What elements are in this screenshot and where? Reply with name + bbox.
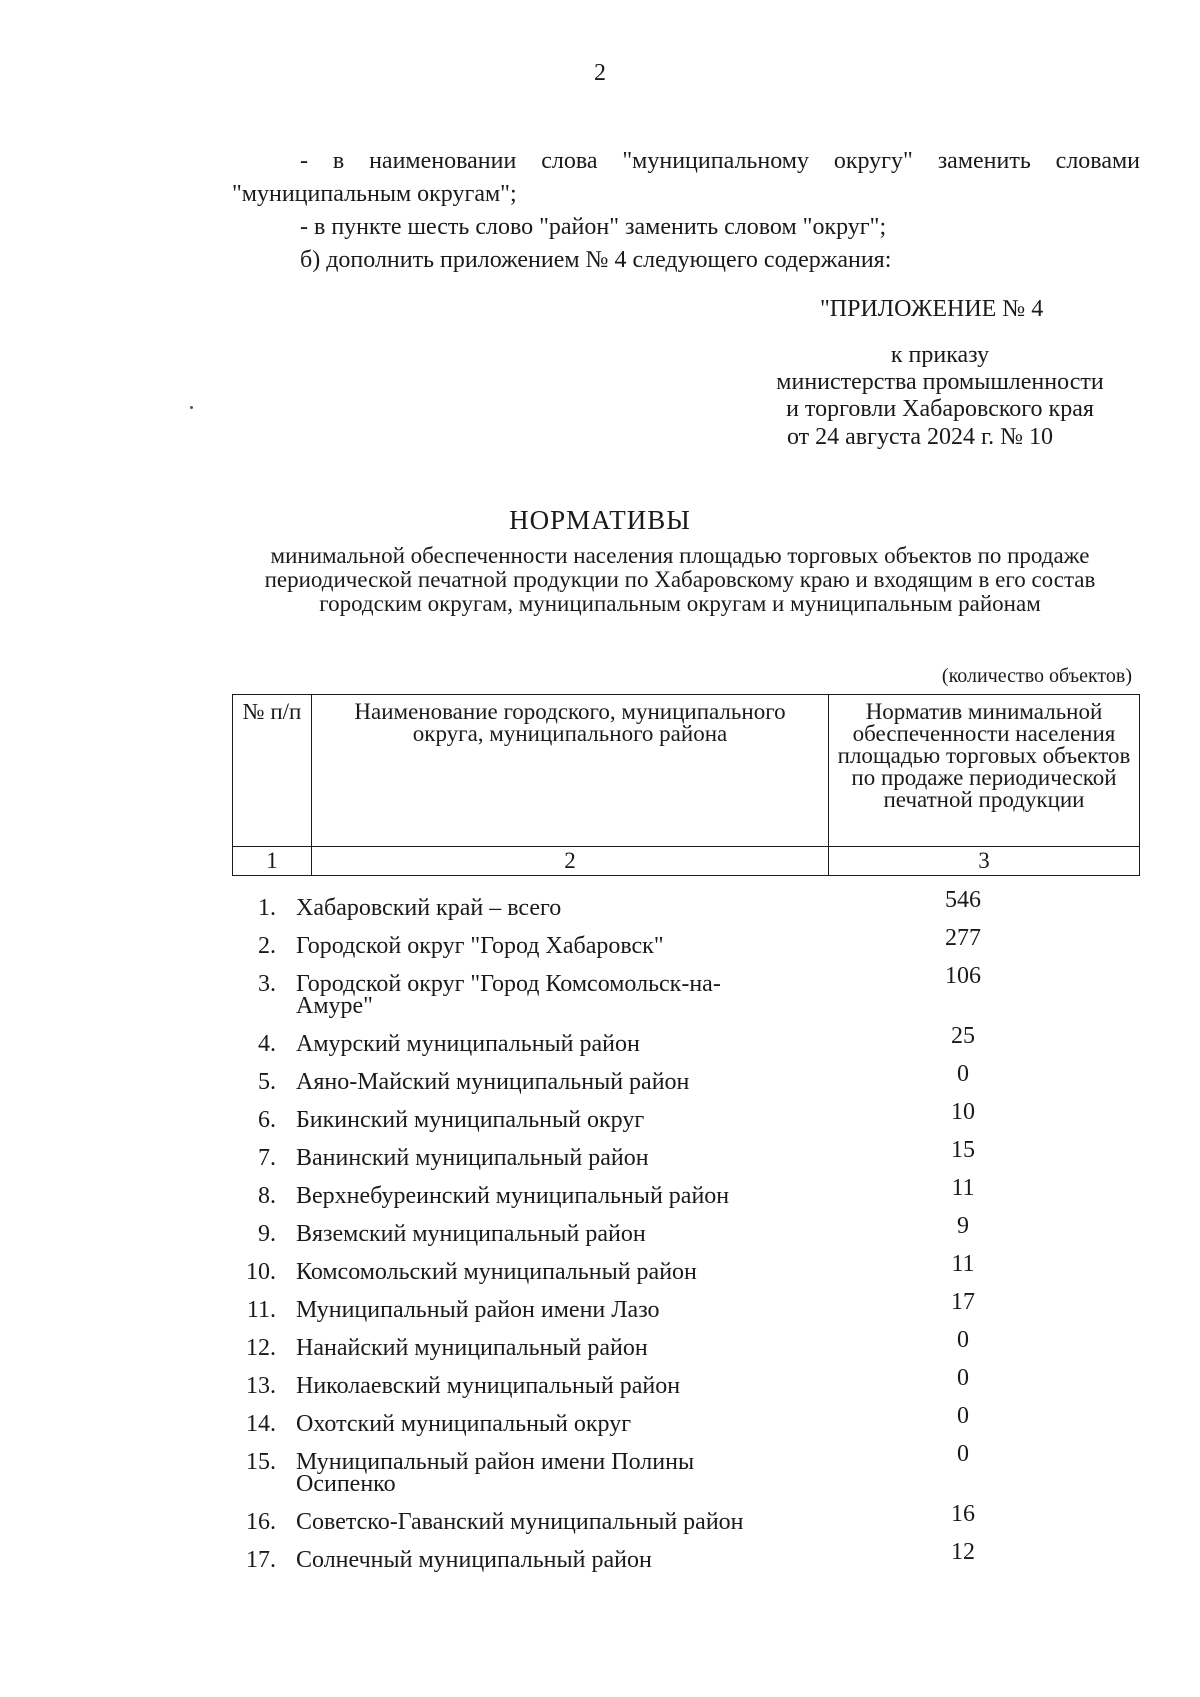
header-col-norm: Норматив минимальной обеспеченности населения площадью торговых объектов по продаже периодической печатной продукции [829, 695, 1140, 847]
row-name: Ванинский муниципальный район [296, 1145, 649, 1171]
unit-note: (количество объектов) [941, 665, 1132, 687]
row-name: Охотский муниципальный округ [296, 1411, 632, 1437]
row-number: 7. [258, 1145, 276, 1171]
header-col-name: Наименование городского, муниципального округа, муниципального района [312, 695, 829, 847]
table-row [232, 963, 1140, 1019]
intro-line-4: б) дополнить приложением № 4 следующего содержания: [300, 247, 892, 273]
appendix-line-2: министерства промышленности [776, 369, 1104, 395]
row-name: Городской округ "Город Хабаровск" [296, 933, 664, 959]
row-name: Нанайский муниципальный район [296, 1335, 648, 1361]
row-value: 277 [945, 925, 981, 951]
appendix-reference [740, 342, 1140, 423]
table-row [232, 1403, 1140, 1437]
header-col-number: № п/п [233, 695, 312, 847]
row-name: Муниципальный район имени Лазо [296, 1297, 660, 1323]
row-number: 16. [246, 1509, 276, 1535]
table-row [232, 1175, 1140, 1209]
row-name: Советско-Гаванский муниципальный район [296, 1509, 744, 1535]
row-name: Городской округ "Город Комсомольск-на-Амуре" [296, 971, 721, 1019]
row-name: Вяземский муниципальный район [296, 1221, 646, 1247]
table-row [232, 925, 1140, 959]
row-number: 3. [258, 971, 276, 997]
row-number: 1. [258, 895, 276, 921]
table-row [232, 1061, 1140, 1095]
row-value: 10 [951, 1099, 975, 1125]
document-subtitle: минимальной обеспеченности населения площадью торговых объектов по продаже периодической печатной продукции по Хабаровскому краю и входящим в его состав городским округам, муниципальным округам и муниципальным районам [264, 543, 1096, 616]
table-header [232, 694, 1140, 876]
row-value: 11 [951, 1175, 975, 1201]
table-row [232, 887, 1140, 921]
appendix-line-1: к приказу [890, 342, 990, 368]
row-number: 6. [258, 1107, 276, 1133]
row-value: 0 [957, 1061, 969, 1087]
row-value: 0 [957, 1441, 969, 1467]
row-value: 11 [951, 1251, 975, 1277]
row-value: 16 [951, 1501, 975, 1527]
row-value: 0 [957, 1403, 969, 1429]
row-number: 5. [258, 1069, 276, 1095]
row-name: Верхнебуреинский муниципальный район [296, 1183, 730, 1209]
row-name: Николаевский муниципальный район [296, 1373, 681, 1399]
table-row [232, 1539, 1140, 1573]
row-value: 25 [951, 1023, 975, 1049]
row-name: Муниципальный район имени Полины Осипенко [296, 1449, 695, 1497]
table-row [232, 1327, 1140, 1361]
row-number: 15. [246, 1449, 276, 1475]
row-name: Бикинский муниципальный округ [296, 1107, 645, 1133]
scan-speck [190, 406, 193, 409]
intro-text [232, 145, 1140, 277]
row-number: 8. [258, 1183, 276, 1209]
intro-line-2: "муниципальным округам"; [232, 181, 517, 207]
row-number: 12. [246, 1335, 276, 1361]
row-value: 9 [957, 1213, 969, 1239]
appendix-line-3: и торговли Хабаровского края [786, 396, 1094, 422]
intro-line-3: - в пункте шесть слово "район" заменить словом "округ"; [300, 214, 887, 240]
table-body [232, 887, 1140, 1583]
table-row [232, 1137, 1140, 1171]
row-name: Аяно-Майский муниципальный район [296, 1069, 690, 1095]
table-row [232, 1099, 1140, 1133]
row-number: 2. [258, 933, 276, 959]
row-value: 15 [951, 1137, 975, 1163]
header-num-1: 1 [233, 847, 312, 876]
row-value: 12 [951, 1539, 975, 1565]
row-number: 14. [246, 1411, 276, 1437]
intro-line-1: - в наименовании слова "муниципальному округу" заменить словами [300, 148, 1140, 174]
row-value: 0 [957, 1365, 969, 1391]
table-row [232, 1365, 1140, 1399]
table-row [232, 1441, 1140, 1497]
row-value: 546 [945, 887, 981, 913]
row-value: 106 [945, 963, 981, 989]
row-number: 17. [246, 1547, 276, 1573]
header-num-2: 2 [312, 847, 829, 876]
table-row [232, 1251, 1140, 1285]
row-name: Амурский муниципальный район [296, 1031, 640, 1057]
row-name: Комсомольский муниципальный район [296, 1259, 697, 1285]
row-value: 0 [957, 1327, 969, 1353]
row-name: Солнечный муниципальный район [296, 1547, 652, 1573]
appendix-date: от 24 августа 2024 г. № 10 [786, 424, 1054, 450]
table-row [232, 1213, 1140, 1247]
table-row [232, 1501, 1140, 1535]
row-number: 9. [258, 1221, 276, 1247]
table-row [232, 1023, 1140, 1057]
row-number: 11. [246, 1297, 276, 1323]
row-value: 17 [951, 1289, 975, 1315]
row-name: Хабаровский край – всего [296, 895, 562, 921]
document-title: НОРМАТИВЫ [509, 505, 691, 535]
header-num-3: 3 [829, 847, 1140, 876]
page-number: 2 [594, 60, 606, 86]
row-number: 10. [246, 1259, 276, 1285]
appendix-title: "ПРИЛОЖЕНИЕ № 4 [820, 296, 1044, 322]
row-number: 13. [246, 1373, 276, 1399]
row-number: 4. [258, 1031, 276, 1057]
table-row [232, 1289, 1140, 1323]
